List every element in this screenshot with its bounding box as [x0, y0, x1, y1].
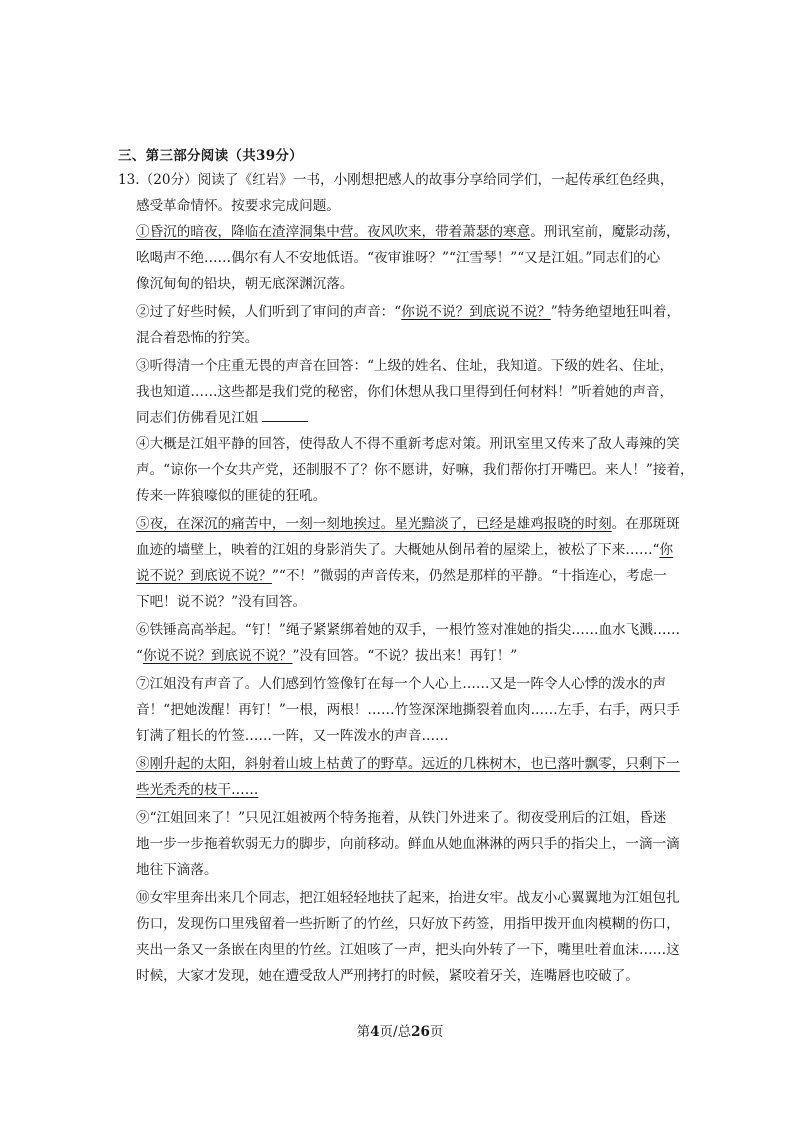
section-title: 三、第三部分阅读（共39分） [118, 148, 303, 164]
paragraph-5-line-2 [136, 540, 673, 560]
paragraph-4-line-3: 传来一阵狼嚎似的匪徒的狂吼。 [136, 488, 327, 504]
paragraph-1-line-1 [136, 222, 680, 242]
paragraph-4-line-1: ④大概是江姐平静的回答，使得敌人不得不重新考虑对策。刑讯室里又传来了敌人毒辣的笑 [136, 436, 680, 452]
text-span: 血迹的墙壁上，映着的江姐的身影消失了。大概她从倒吊着的屋梁上，被松了下来……“ [136, 542, 660, 558]
paragraph-2-line-2: 混合着恐怖的狞笑。 [136, 330, 259, 346]
text-span: 。刑讯室前，魔影动荡， [530, 224, 680, 240]
paragraph-4-line-2: 声。“谅你一个女共产党，还制服不了？你不愿讲，好嘛，我们帮你打开嘴巴。来人！”接着， [136, 462, 694, 478]
paragraph-3-line-2: 我也知道……这些都是我们党的秘密，你们休想从我口里得到任何材料！”听着她的声音， [136, 384, 674, 400]
text-span: ”特务绝望地狂叫着， [550, 304, 681, 320]
paragraph-5-line-4: 下吧！说不说？”没有回答。 [136, 594, 307, 610]
paragraph-6-line-1: ⑥铁锤高高举起。“钉！”绳子紧紧绑着她的双手，一根竹签对准她的指尖……血水飞溅…… [136, 622, 681, 638]
paragraph-8-line-2 [136, 780, 258, 800]
underlined-text: ⑤夜，在深沉的痛苦中，一刻一刻地挨过。星光黯淡了，已经是雄鸡报晓的时刻 [136, 516, 612, 532]
paragraph-9-line-2: 地一步一步拖着软弱无力的脚步，向前移动。鲜血从她血淋淋的两只手的指尖上，一滴一滴 [136, 836, 680, 852]
paragraph-6-line-2 [136, 646, 517, 666]
paragraph-10-line-4: 时候，大家才发现，她在遭受敌人严刑拷打的时候，紧咬着牙关，连嘴唇也咬破了。 [136, 968, 639, 984]
answer-blank [262, 409, 308, 422]
question-line-2: 感受革命情怀。按要求完成问题。 [136, 198, 340, 214]
paragraph-7-line-1: ⑦江姐没有声音了。人们感到竹签像钉在每一个人心上……又是一阵令人心悸的泼水的声 [136, 676, 667, 692]
underlined-text: 你说不说？到底说不说？ [401, 304, 551, 320]
current-page-number: 4 [370, 1024, 380, 1040]
paragraph-8-line-1 [136, 754, 680, 774]
text-span: ”“不！”微弱的声音传来，仍然是那样的平静。“十指连心，考虑一 [271, 568, 667, 584]
footer-text: 第 [356, 1024, 371, 1040]
paragraph-9-line-1: ⑨“江姐回来了！”只见江姐被两个特务拖着，从铁门外进来了。彻夜受刑后的江姐，昏迷 [136, 810, 667, 826]
paragraph-9-line-3: 地往下滴落。 [136, 862, 218, 878]
footer-text: 页 [429, 1024, 444, 1040]
underlined-text: 些光秃秃的枝干…… [136, 782, 259, 798]
underlined-text: ⑧刚升起的太阳，斜射着山坡上枯黄了的野草。远近的几株树木，也已落叶飘零，只剩下一 [136, 756, 680, 772]
paragraph-1-line-2: 吆喝声不绝……偶尔有人不安地低语。“夜审谁呀？”“江雪琴！”“又是江姐。”同志们的心 [136, 250, 661, 266]
text-span: “ [136, 648, 143, 664]
paragraph-10-line-1: ⑩女牢里奔出来几个同志，把江姐轻轻地扶了起来，抬进女牢。战友小心翼翼地为江姐包扎 [136, 890, 680, 906]
paragraph-7-line-2: 音！“把她泼醒！再钉！”一根，两根！……竹签深深地撕裂着血肉……左手，右手，两只手 [136, 702, 681, 718]
underlined-text: 说不说？到底说不说？ [136, 568, 272, 584]
text-span: 同志们仿佛看见江姐 [136, 410, 259, 426]
text-span: 。在那斑斑 [611, 516, 680, 532]
underlined-text: 你说不说？到底说不说？ [142, 648, 293, 664]
paragraph-3-line-1: ③听得清一个庄重无畏的声音在回答：“上级的姓名、住址，我知道。下级的姓名、住址， [136, 358, 674, 374]
footer-text: 页/总 [379, 1024, 412, 1040]
paragraph-7-line-3: 钉满了粗长的竹签……一阵，又一阵泼水的声音…… [136, 728, 449, 744]
text-span: ②过了好些时候，人们听到了审问的声音：“ [136, 304, 402, 320]
question-line-1: 13.（20分）阅读了《红岩》一书，小刚想把感人的故事分享给同学们，一起传承红色经典， [118, 172, 674, 188]
page-footer [0, 1020, 800, 1040]
paragraph-1-line-3: 像沉甸甸的铅块，朝无底深渊沉落。 [136, 276, 354, 292]
underlined-text: ①昏沉的暗夜，降临在渣滓洞集中营。夜风吹来，带着萧瑟的寒意 [136, 224, 531, 240]
paragraph-10-line-3: 夹出一条又一条嵌在肉里的竹丝。江姐咳了一声，把头向外转了一下，嘴里吐着血沫……这 [136, 942, 680, 958]
total-page-number: 26 [411, 1024, 430, 1040]
paragraph-2-line-1 [136, 302, 680, 322]
paragraph-5-line-1 [136, 514, 680, 534]
paragraph-10-line-2: 伤口，发现伤口里残留着一些折断了的竹丝，只好放下药签，用指甲拨开血肉模糊的伤口， [136, 916, 680, 932]
underlined-text: 你 [659, 542, 674, 558]
paragraph-5-line-3 [136, 566, 667, 586]
text-span: ”没有回答。“不说？拔出来！再钉！” [292, 648, 518, 664]
paragraph-3-line-3 [136, 408, 308, 428]
